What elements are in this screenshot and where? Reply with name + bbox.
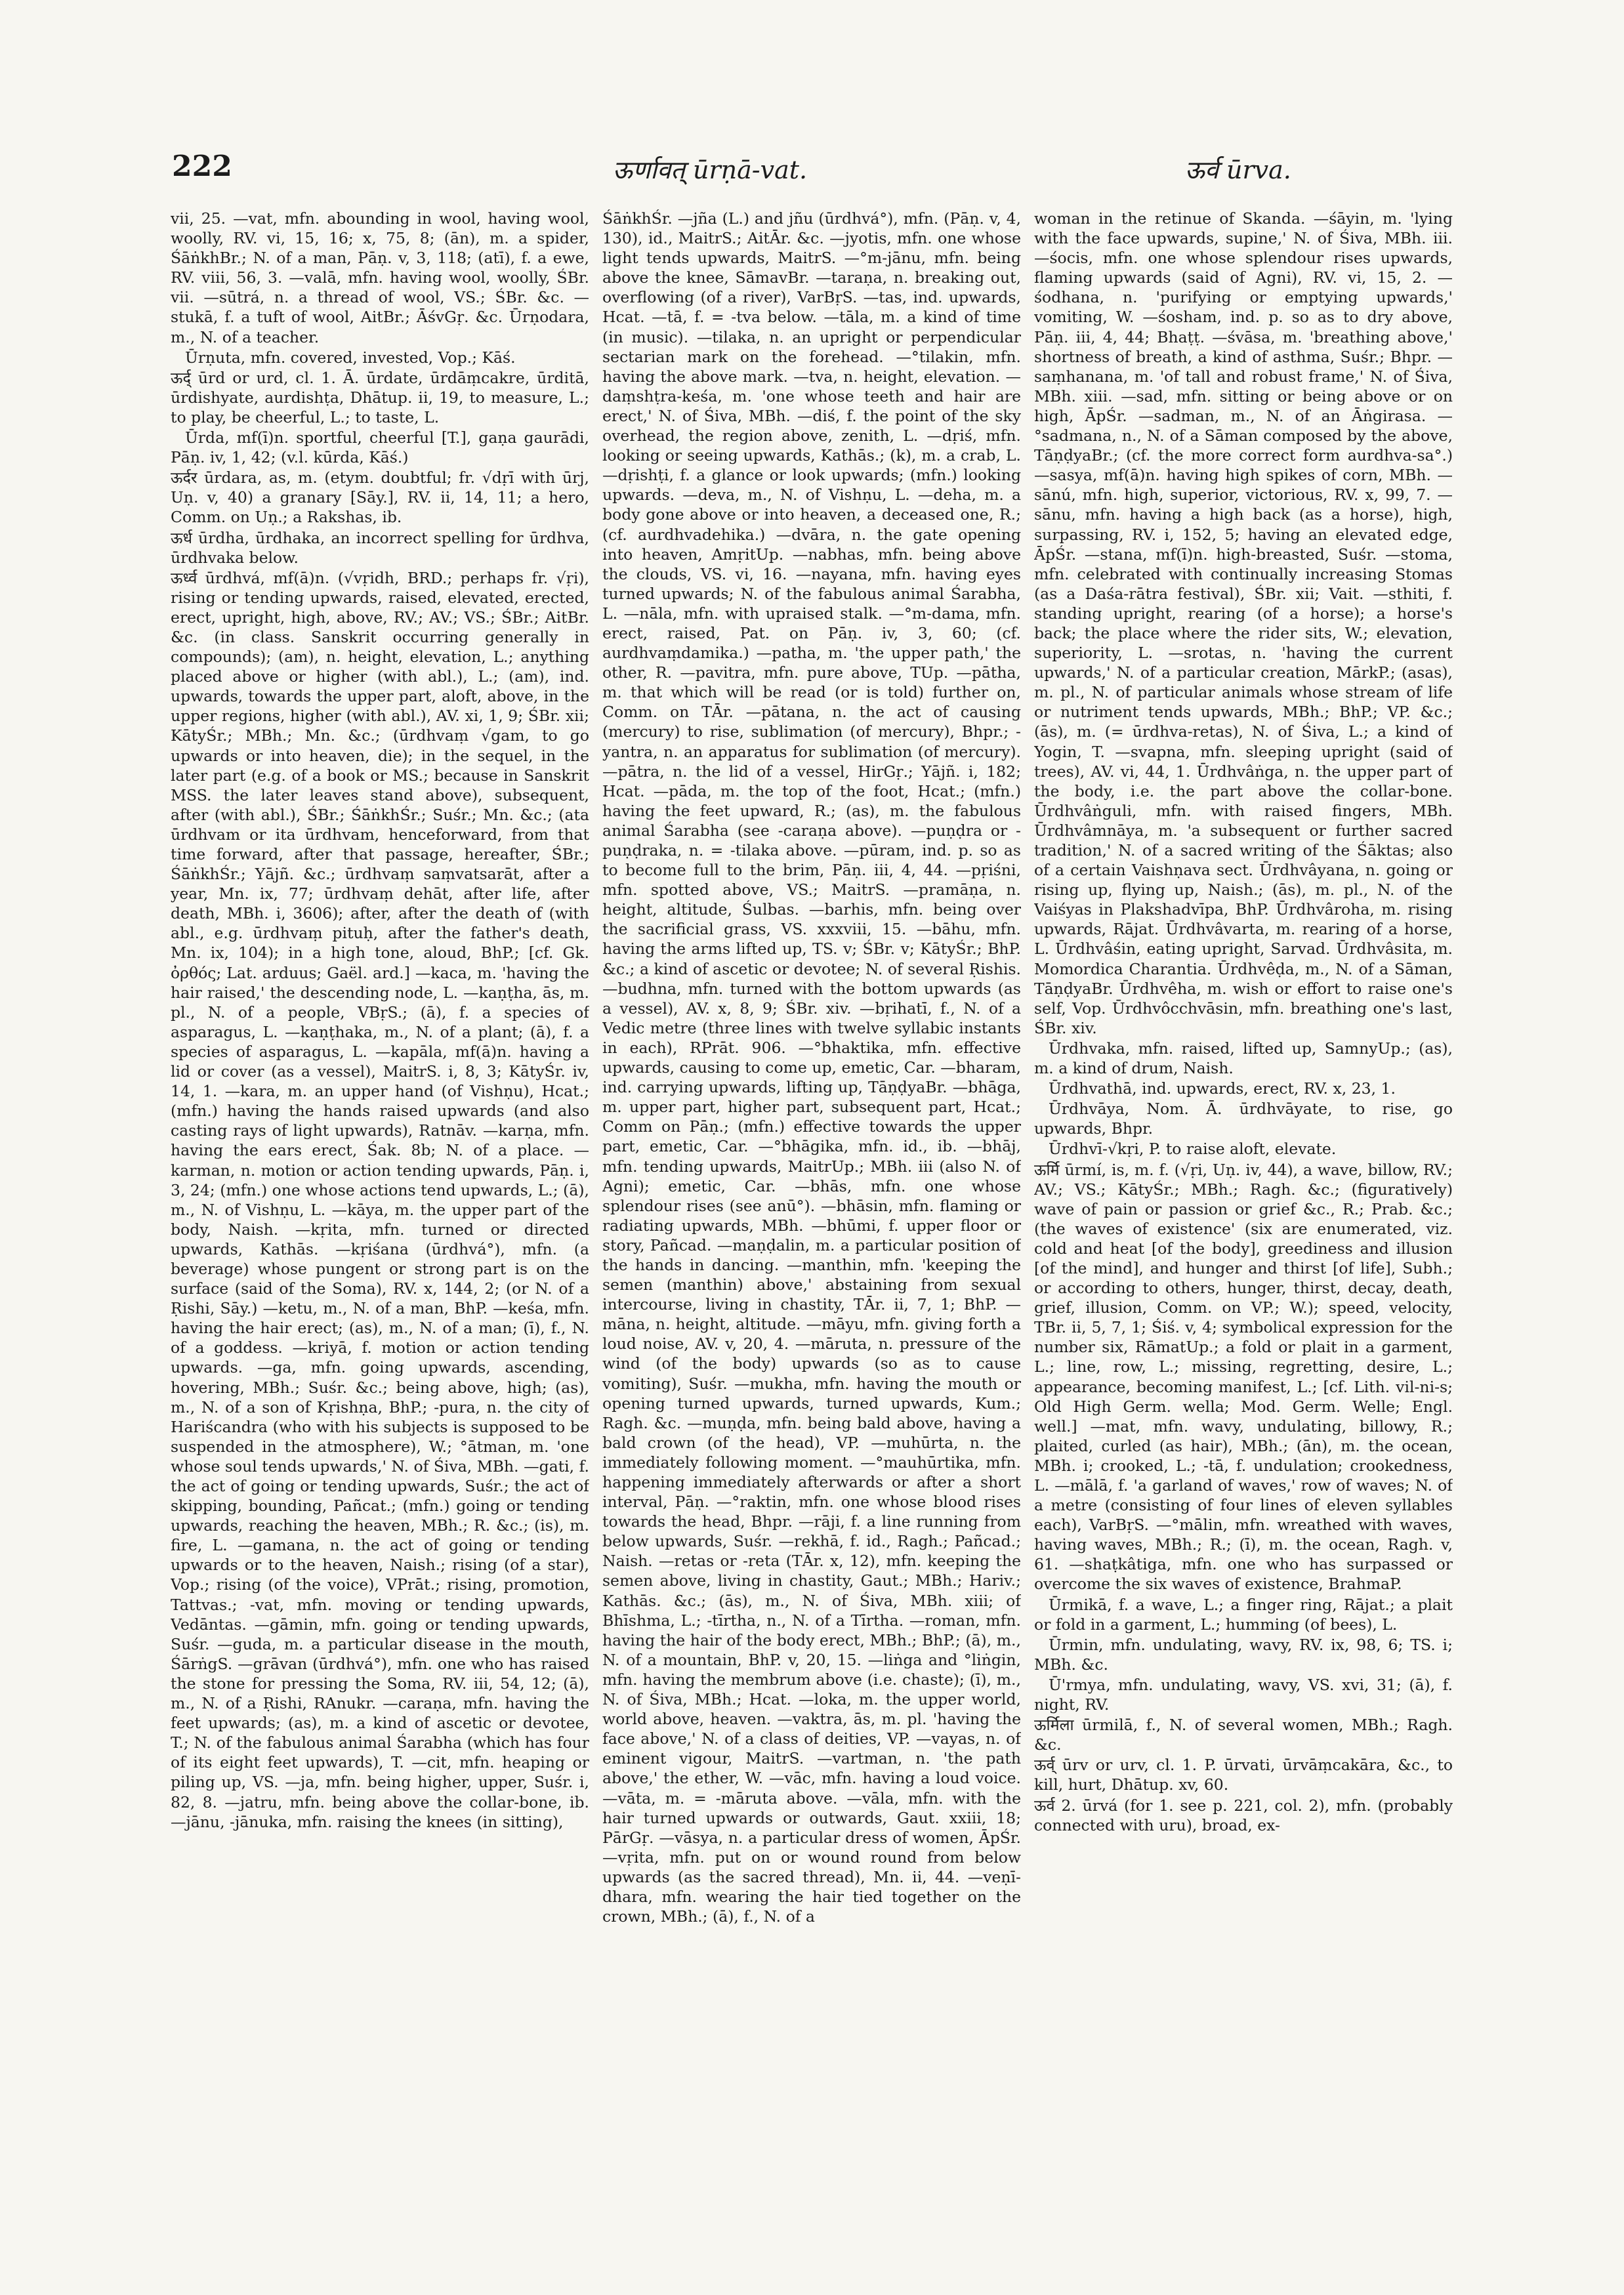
page-number: 222: [172, 150, 232, 183]
dictionary-entry: ऊर्द् ūrd or urd, cl. 1. Ā. ūrdate, ūrdāṃcakre, ūrditā, ūrdishyate, aurdishṭa, Dhātup. ii, 19, to measure, L.; to play, be cheerful, L.; to taste, L.: [171, 368, 589, 426]
dictionary-entry: ऊर्मि ūrmí, is, m. f. (√ṛi, Uṇ. iv, 44), a wave, billow, RV.; AV.; VS.; KātyŚr.; MBh.; Ragh. &c.; (figuratively) wave of pain or passion or grief &c., R.; Prab. &c.; (the waves of existence' (six are enumerated, viz. cold and heat [of the body], greediness and illusion [of the mind], and hunger and thirst [of life], Subh.; or according to others, hunger, thirst, decay, death, grief, illusion, Comm. on VP.; W.); speed, velocity, TBr. ii, 5, 7, 1; Śiś. v, 4; symbolical expression for the number six, RāmatUp.; a fold or plait in a garment, L.; line, row, L.; missing, regretting, desire, L.; appearance, becoming manifest, L.; [cf. Lith. vil-ni-s; Old High Germ. wella; Mod. Germ. Welle; Engl. well.] —mat, mfn. wavy, undulating, billowy, R.; plaited, curled (as hair), MBh.; (ān), m. the ocean, MBh. i; crooked, L.; -tā, f. undulation; crookedness, L. —mālā, f. 'a garland of waves,' row of waves; N. of a metre (consisting of four lines of eleven syllables each), VarBṛS. —°mālin, mfn. wreathed with waves, having waves, MBh.; R.; (ī), m. the ocean, Ragh. v, 61. —shaṭkâtiga, mfn. one who has surpassed or overcome the six waves of existence, BrahmaP.: [1034, 1160, 1453, 1594]
dictionary-entry: Ūrdhvathā, ind. upwards, erect, RV. x, 23, 1.: [1049, 1079, 1396, 1098]
page-header: [172, 150, 1453, 189]
dictionary-entry: ŚāṅkhŚr. —jña (L.) and jñu (ūrdhvá°), mfn. (Pāṇ. v, 4, 130), id., MaitrS.; AitĀr. &c. —jyotis, mfn. one whose light tends upwards, MaitrS. —°m-jānu, mfn. being above the knee, SāmavBr. —taraṇa, n. breaking out, overflowing (of a river), VarBṛS. —tas, ind. upwards, Hcat. —tā, f. = -tva below. —tāla, m. a kind of time (in music). —tilaka, n. an upright or perpendicular sectarian mark on the forehead. —°tilakin, mfn. having the above mark. —tva, n. height, elevation. —daṃshṭra-keśa, m. 'one whose teeth and hair are erect,' N. of Śiva, MBh. —diś, f. the point of the sky overhead, the region above, zenith, L. —dṛiś, mfn. looking or seeing upwards, Kathās.; (k), m. a crab, L. —dṛishṭi, f. a glance or look upwards; (mfn.) looking upwards. —deva, m., N. of Vishṇu, L. —deha, m. a body gone above or into heaven, a deceased one, R.; (cf. aurdhvadehika.) —dvāra, n. the gate opening into heaven, AmṛitUp. —nabhas, mfn. being above the clouds, VS. vi, 16. —nayana, mfn. having eyes turned upwards; N. of the fabulous animal Śarabha, L. —nāla, mfn. with upraised stalk. —°m-dama, mfn. erect, raised, Pat. on Pāṇ. iv, 3, 60; (cf. aurdhvaṃdamika.) —patha, m. 'the upper path,' the other, R. —pavitra, mfn. pure above, TUp. —pātha, m. that which will be read (or is told) further on, Comm. on TĀr. —pātana, n. the act of causing (mercury) to rise, sublimation (of mercury), Bhpr.; -yantra, n. an apparatus for sublimation (of mercury). —pātra, n. the lid of a vessel, HirGṛ.; Yājñ. i, 182; Hcat. —pāda, m. the top of the foot, Hcat.; (mfn.) having the feet upward, R.; (as), m. the fabulous animal Śarabha (see -caraṇa above). —puṇḍra or -puṇḍraka, n. = -tilaka above. —pūram, ind. p. so as to become full to the brim, Pāṇ. iii, 4, 44. —pṛiśni, mfn. spotted above, VS.; MaitrS. —pramāṇa, n. height, altitude, Śulbas. —barhis, mfn. being over the sacrificial grass, VS. xxxviii, 15. —bāhu, mfn. having the arms lifted up, TS. v; ŚBr. v; KātyŚr.; BhP. &c.; a kind of ascetic or devotee; N. of several Ṛishis. —budhna, mfn. turned with the bottom upwards (as a vessel), AV. x, 8, 9; ŚBr. xiv. —bṛihatī, f., N. of a Vedic metre (three lines with twelve syllabic instants in each), RPrāt. 906. —°bhaktika, mfn. effective upwards, causing to come up, emetic, Car. —bharam, ind. carrying upwards, lifting up, TāṇḍyaBr. —bhāga, m. upper part, higher part, subsequent part, Hcat.; Comm on Pāṇ.; (mfn.) effective towards the upper part, emetic, Car. —°bhāgika, mfn. id., ib. —bhāj, mfn. tending upwards, MaitrUp.; MBh. iii (also N. of Agni); emetic, Car. —bhās, mfn. one whose splendour rises (see anū°). —bhāsin, mfn. flaming or radiating upwards, MBh. —bhūmi, f. upper floor or story, Pañcad. —maṇḍalin, m. a particular position of the hands in dancing. —manthin, mfn. 'keeping the semen (manthin) above,' abstaining from sexual intercourse, living in chastity, TĀr. ii, 7, 1; BhP. —māna, n. height, altitude. —māyu, mfn. giving forth a loud noise, AV. v, 20, 4. —māruta, n. pressure of the wind (of the body) upwards (so as to cause vomiting), Suśr. —mukha, mfn. having the mouth or opening turned upwards, turned upwards, Kum.; Ragh. &c. —muṇḍa, mfn. being bald above, having a bald crown (of the head), VP. —muhūrta, n. the immediately following moment. —°mauhūrtika, mfn. happening immediately afterwards or after a short interval, Pāṇ. —°raktin, mfn. one whose blood rises towards the head, Bhpr. —rāji, f. a line running from below upwards, Suśr. —rekhā, f. id., Ragh.; Pañcad.; Naish. —retas or -reta (TĀr. x, 12), mfn. keeping the semen above, living in chastity, Gaut.; MBh.; Hariv.; Kathās. &c.; (ās), m., N. of Śiva, MBh. xiii; of Bhīshma, L.; -tīrtha, n., N. of a Tīrtha. —roman, mfn. having the hair of the body erect, MBh.; BhP.; (ā), m., N. of a mountain, BhP. v, 20, 15. —liṅga and °liṅgin, mfn. having the membrum above (i.e. chaste); (ī), m., N. of Śiva, MBh.; Hcat. —loka, m. the upper world, world above, heaven. —vaktra, ās, m. pl. 'having the face above,' N. of a class of deities, VP. —vayas, n. of eminent vigour, MaitrS. —vartman, n. 'the path above,' the ether, W. —vāc, mfn. having a loud voice. —vāta, m. = -māruta above. —vāla, mfn. with the hair turned upwards or outwards, Gaut. xxiii, 18; PārGṛ. —vāsya, n. a particular dress of women, ĀpŚr. —vṛita, mfn. put on or wound round from below upwards (as the sacred thread), Mn. ii, 44. —veṇī-dhara, mfn. wearing the hair tied together on the crown, MBh.; (ā), f., N. of a: [602, 209, 1021, 1926]
dictionary-entry: Ūrṇuta, mfn. covered, invested, Vop.; Kāś.: [185, 348, 516, 367]
dictionary-entry: ऊर्व् ūrv or urv, cl. 1. P. ūrvati, ūrvāṃcakāra, &c., to kill, hurt, Dhātup. xv, 60.: [1034, 1756, 1453, 1794]
right-running-headword: ऊर्व ūrva.: [1185, 155, 1291, 184]
dictionary-entry: ऊर्व 2. ūrvá (for 1. see p. 221, col. 2), mfn. (probably connected with uru), broad, ex-: [1034, 1796, 1453, 1834]
dictionary-entry: Ūrda, mf(ī)n. sportful, cheerful [T.], gaṇa gaurādi, Pāṇ. iv, 1, 42; (v.l. kūrda, Kāś.): [171, 428, 589, 467]
dictionary-entry: Ūrdhvī-√kṛi, P. to raise aloft, elevate.: [1049, 1140, 1337, 1159]
dictionary-entry: Ūrdhvāya, Nom. Ā. ūrdhvāyate, to rise, go upwards, Bhpr.: [1034, 1100, 1453, 1138]
dictionary-entry: Ūrdhvaka, mfn. raised, lifted up, SamnyUp.; (as), m. a kind of drum, Naish.: [1034, 1039, 1453, 1078]
dictionary-column-3: [1034, 209, 1453, 2249]
dictionary-entry: ऊर्ध्व ūrdhvá, mf(ā)n. (√vṛidh, BRD.; perhaps fr. √ṛi), rising or tending upwards, raised, elevated, erected, erect, upright, high, above, RV.; AV.; VS.; ŚBr.; AitBr. &c. (in class. Sanskrit occurring generally in compounds); (am), n. height, elevation, L.; anything placed above or higher (with abl.), L.; (am), ind. upwards, towards the upper part, aloft, above, in the upper regions, higher (with abl.), AV. xi, 1, 9; ŚBr. xii; KātyŚr.; MBh.; Mn. &c.; (ūrdhvaṃ √gam, to go upwards or into heaven, die); in the sequel, in the later part (e.g. of a book or MS.; because in Sanskrit MSS. the later leaves stand above), subsequent, after (with abl.), ŚBr.; ŚāṅkhŚr.; Suśr.; Mn. &c.; (ata ūrdhvam or ita ūrdhvam, henceforward, from that time forward, after that passage, hereafter, ŚBr.; ŚāṅkhŚr.; Yājñ. &c.; ūrdhvaṃ saṃvatsarāt, after a year, Mn. ix, 77; ūrdhvaṃ dehāt, after life, after death, MBh. i, 3606); after, after the death of (with abl., e.g. ūrdhvaṃ pituḥ, after the father's death, Mn. ix, 104); in a high tone, aloud, BhP.; [cf. Gk. ὀρθός; Lat. arduus; Gaël. ard.] —kaca, m. 'having the hair raised,' the descending node, L. —kaṇṭha, ās, m. pl., N. of a people, VBṛS.; (ā), f. a species of asparagus, L. —kaṇṭhaka, m., N. of a plant; (ā), f. a species of asparagus, L. —kapāla, mf(ā)n. having a lid or cover (as a vessel), MaitrS. i, 8, 3; KātyŚr. iv, 14, 1. —kara, m. an upper hand (of Vishṇu), Hcat.; (mfn.) having the hands raised upwards (and also casting rays of light upwards), Ratnāv. —karṇa, mfn. having the ears erect, Śak. 8b; N. of a place. —karman, n. motion or action tending upwards, Pāṇ. i, 3, 24; (mfn.) one whose actions tend upwards, L.; (ā), m., N. of Vishṇu, L. —kāya, m. the upper part of the body, Naish. —kṛita, mfn. turned or directed upwards, Kathās. —kṛiśana (ūrdhvá°), mfn. (a beverage) whose pungent or strong part is on the surface (said of the Soma), RV. x, 144, 2; (or N. of a Ṛishi, Sāy.) —ketu, m., N. of a man, BhP. —keśa, mfn. having the hair erect; (as), m., N. of a man; (ī), f., N. of a goddess. —kriyā, f. motion or action tending upwards. —ga, mfn. going upwards, ascending, hovering, MBh.; Suśr. &c.; being above, high; (as), m., N. of a son of Kṛishṇa, BhP.; -pura, n. the city of Hariścandra (who with his subjects is supposed to be suspended in the atmosphere), W.; °ātman, m. 'one whose soul tends upwards,' N. of Śiva, MBh. —gati, f. the act of going or tending upwards, Suśr.; the act of skipping, bounding, Pañcat.; (mfn.) going or tending upwards, reaching the heaven, MBh.; R. &c.; (is), m. fire, L. —gamana, n. the act of going or tending upwards or to the heaven, Naish.; rising (of a star), Vop.; rising (of the voice), VPrāt.; rising, promotion, Tattvas.; -vat, mfn. moving or tending upwards, Vedāntas. —gāmin, mfn. going or tending upwards, Suśr. —guda, m. a particular disease in the mouth, ŚārṅgS. —grāvan (ūrdhvá°), mfn. one who has raised the stone for pressing the Soma, RV. iii, 54, 12; (ā), m., N. of a Ṛishi, RAnukr. —caraṇa, mfn. having the feet upwards; (as), m. a kind of ascetic or devotee, T.; N. of the fabulous animal Śarabha (which has four of its eight feet upwards), T. —cit, mfn. heaping or piling up, VS. —ja, mfn. being higher, upper, Suśr. i, 82, 8. —jatru, mfn. being above the collar-bone, ib. —jānu, -jānuka, mfn. raising the knees (in sitting),: [171, 568, 589, 1831]
dictionary-entry: ऊर्दर ūrdara, as, m. (etym. doubtful; fr. √dṛī with ūrj, Uṇ. v, 40) a granary [Sāy.], RV. ii, 14, 11; a hero, Comm. on Uṇ.; a Rakshas, ib.: [171, 468, 589, 527]
dictionary-entry: Ūrmikā, f. a wave, L.; a finger ring, Rājat.; a plait or fold in a garment, L.; humming (of bees), L.: [1034, 1595, 1453, 1634]
dictionary-column-1: [171, 209, 589, 2249]
dictionary-entry: vii, 25. —vat, mfn. abounding in wool, having wool, woolly, RV. vi, 15, 16; x, 75, 8; (ān), m. a spider, ŚāṅkhBr.; N. of a man, Pāṇ. v, 3, 118; (atī), f. a ewe, RV. viii, 56, 3. —valā, mfn. having wool, woolly, ŚBr. vii. —sūtrá, n. a thread of wool, VS.; ŚBr. &c. —stukā, f. a tuft of wool, AitBr.; ĀśvGṛ. &c. Ūrṇodara, m., N. of a teacher.: [171, 209, 589, 346]
dictionary-entry: woman in the retinue of Skanda. —śāyin, m. 'lying with the face upwards, supine,' N. of Śiva, MBh. iii. —śocis, mfn. one whose splendour rises upwards, flaming upwards (said of Agni), RV. vi, 15, 2. —śodhana, n. 'purifying or emptying upwards,' vomiting, W. —śosham, ind. p. so as to dry above, Pāṇ. iii, 4, 44; Bhaṭṭ. —śvāsa, m. 'breathing above,' shortness of breath, a kind of asthma, Suśr.; Bhpr. —saṃhanana, m. 'of tall and robust frame,' N. of Śiva, MBh. xiii. —sad, mfn. sitting or being above or on high, ĀpŚr. —sadman, m., N. of an Āṅgirasa. —°sadmana, n., N. of a Sāman composed by the above, TāṇḍyaBr.; (cf. the more correct form aurdhva-sa°.) —sasya, mf(ā)n. having high spikes of corn, MBh. —sānú, mfn. high, superior, victorious, RV. x, 99, 7. —sānu, mfn. having a high back (as a horse), high, surpassing, RV. i, 152, 5; having an elevated edge, ĀpŚr. —stana, mf(ī)n. high-breasted, Suśr. —stoma, mfn. celebrated with continually increasing Stomas (as a Daśa-rātra festival), ŚBr. xii; Vait. —sthiti, f. standing upright, rearing (of a horse); a horse's back; the place where the rider sits, W.; elevation, superiority, L. —srotas, n. 'having the current upwards,' N. of a particular creation, MārkP.; (asas), m. pl., N. of particular animals whose stream of life or nutriment tends upwards, MBh.; BhP.; VP. &c.; (ās), m. (= ūrdhva-retas), N. of Śiva, L.; a kind of Yogin, T. —svapna, mfn. sleeping upright (said of trees), AV. vi, 44, 1. Ūrdhvâṅga, n. the upper part of the body, i.e. the part above the collar-bone. Ūrdhvâṅguli, mfn. with raised fingers, MBh. Ūrdhvâmnāya, m. 'a subsequent or further sacred tradition,' N. of a sacred writing of the Śāktas; also of a certain Vaishṇava sect. Ūrdhvâyana, n. going or rising up, flying up, Naish.; (ās), m. pl., N. of the Vaiśyas in Plakshadvīpa, BhP. Ūrdhvâroha, m. rising upwards, Rājat. Ūrdhvâvarta, m. rearing of a horse, L. Ūrdhvâśin, eating upright, Sarvad. Ūrdhvâsita, m. Momordica Charantia. Ūrdhvêḍa, m., N. of a Sāman, TāṇḍyaBr. Ūrdhvêha, m. wish or effort to raise one's self, Vop. Ūrdhvôcchvāsin, mfn. breathing one's last, ŚBr. xiv.: [1034, 209, 1453, 1037]
dictionary-entry: Ū'rmya, mfn. undulating, wavy, VS. xvi, 31; (ā), f. night, RV.: [1034, 1675, 1453, 1714]
dictionary-entry: ऊर्ध ūrdha, ūrdhaka, an incorrect spelling for ūrdhva, ūrdhvaka below.: [171, 528, 589, 567]
dictionary-column-2: [602, 209, 1021, 2249]
dictionary-entry: ऊर्मिला ūrmilā, f., N. of several women, MBh.; Ragh. &c.: [1034, 1716, 1453, 1754]
dictionary-entry: Ūrmin, mfn. undulating, wavy, RV. ix, 98, 6; TS. i; MBh. &c.: [1034, 1635, 1453, 1674]
left-running-headword: ऊर्णावत् ūrṇā-vat.: [613, 155, 808, 184]
